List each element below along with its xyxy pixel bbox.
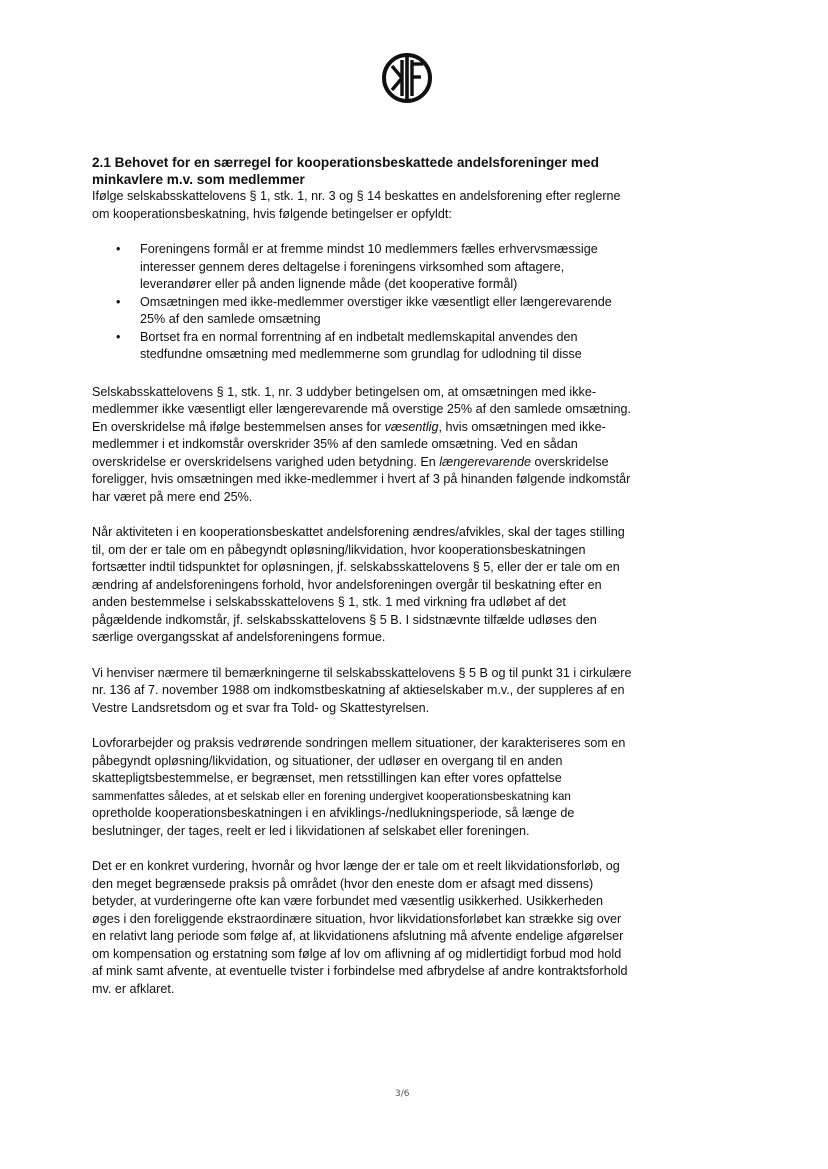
text-line: opretholde kooperationsbeskatningen i en afviklings-/nedlukningsperiode, så længe de — [92, 806, 575, 820]
document-body — [92, 154, 652, 998]
text-line: Foreningens formål er at fremme mindst 10 medlemmers fælles erhvervsmæssige — [140, 242, 598, 256]
heading-line-2: minkavlere m.v. som medlemmer — [92, 172, 305, 187]
bullet-icon: • — [116, 329, 121, 344]
text-fragment: En overskridelse må ifølge bestemmelsen anses for — [92, 419, 385, 434]
paragraph-threshold — [92, 384, 652, 507]
text-line: til, om der er tale om en påbegyndt opløsning/likvidation, hvor kooperationsbeskatningen — [92, 542, 586, 557]
text-line: har været på mere end 25%. — [92, 489, 253, 504]
text-line: stedfundne omsætning med medlemmerne som grundlag for udlodning til disse — [140, 347, 582, 361]
bullet-icon: • — [116, 242, 121, 256]
page-number: 3/6 — [395, 1089, 410, 1099]
text-line: Vestre Landsretsdom og et svar fra Told- og Skattestyrelsen. — [92, 700, 430, 715]
text-line: betyder, at vurderingerne ofte kan være forbundet med væsentlig usikkerhed. Usikkerheden — [92, 894, 604, 908]
text-line: Bortset fra en normal forrentning af en indbetalt medlemskapital anvendes den — [140, 329, 578, 344]
text-line: sammenfattes således, at et selskab eller en forening undergivet kooperationsbeskatning kan — [92, 789, 571, 803]
text-line: nr. 136 af 7. november 1988 om indkomstbeskatning af aktieselskaber m.v., der suppleres af en — [92, 683, 625, 697]
text-line: pågældende indkomstår, jf. selskabsskattelovens § 5 B. I sidstnævnte tilfælde udløses den — [92, 612, 597, 627]
paragraph-assessment — [92, 858, 652, 998]
intro-paragraph — [92, 188, 652, 223]
paragraph-references — [92, 665, 652, 718]
text-line: Vi henviser nærmere til bemærkningerne til selskabsskattelovens § 5 B og til punkt 31 i cirkulære — [92, 665, 632, 680]
text-line: mv. er afklaret. — [92, 981, 175, 996]
text-line: 25% af den samlede omsætning — [140, 312, 321, 326]
text-line: leverandører eller på anden lignende måde (det kooperative formål) — [140, 277, 518, 291]
text-fragment: overskridelse — [530, 454, 609, 469]
text-line: Selskabsskattelovens § 1, stk. 1, nr. 3 uddyber betingelsen om, at omsætningen med ikke- — [92, 384, 597, 399]
text-line: påbegyndt opløsning/likvidation, og situationer, der udløser en overgang til en anden — [92, 753, 563, 768]
text-line: foreligger, hvis omsætningen med ikke-medlemmer i hvert af 3 på hinanden følgende indkomstår — [92, 472, 631, 486]
kf-monogram-logo — [381, 52, 433, 104]
list-item — [92, 329, 652, 364]
section-heading — [92, 154, 652, 188]
text-line: af mink samt afvente, at eventuelle tvister i forbindelse med afbrydelse af andre kontraktsforhold — [92, 964, 628, 978]
text-line: øges i den foreliggende ekstraordinære situation, hvor likvidationsforløbet kan strække sig over — [92, 911, 622, 926]
text-line: en relativt lang periode som følge af, at likvidationens afslutning må afvente endelige afgørelser — [92, 929, 624, 943]
text-line: skattepligtsbestemmelse, er begrænset, men retsstillingen kan efter vores opfattelse — [92, 771, 562, 785]
text-line: beslutninger, der tages, reelt er led i likvidationen af selskabet eller foreningen. — [92, 823, 530, 838]
bullet-icon: • — [116, 294, 121, 309]
text-fragment: overskridelse er overskridelsens varighed uden betydning. En — [92, 454, 440, 469]
text-line: om kooperationsbeskatning, hvis følgende betingelser er opfyldt: — [92, 206, 452, 221]
conditions-list — [92, 241, 652, 364]
text-fragment: , hvis omsætningen med ikke- — [438, 419, 606, 434]
text-line — [92, 454, 652, 472]
text-line: om kompensation og erstatning som følge af lov om aflivning af og midlertidigt forbud mod hold — [92, 946, 622, 961]
text-line: Det er en konkret vurdering, hvornår og hvor længe der er tale om et reelt likvidationsforløb, og — [92, 859, 620, 873]
text-line: Lovforarbejder og praksis vedrørende sondringen mellem situationer, der karakteriseres som en — [92, 736, 626, 750]
emphasis-text: længerevarende — [439, 454, 531, 469]
emphasis-text: væsentlig — [384, 419, 439, 434]
list-item — [92, 294, 652, 329]
heading-line-1: 2.1 Behovet for en særregel for kooperationsbeskattede andelsforeninger med — [92, 155, 599, 170]
text-line: medlemmer ikke væsentligt eller længerevarende må overstige 25% af den samlede omsætning. — [92, 402, 631, 416]
list-item — [92, 241, 652, 294]
text-line: den meget begrænsede praksis på området (hvor den eneste dom er afsagt med dissens) — [92, 876, 594, 891]
text-line: interesser gennem deres deltagelse i foreningens virksomhed som aftagere, — [140, 259, 565, 274]
text-line: anden bestemmelse i selskabsskattelovens § 1, stk. 1 med virkning fra udløbet af det — [92, 595, 566, 609]
text-line: medlemmer i et indkomstår overskrider 35% af den samlede omsætning. Ved en sådan — [92, 437, 578, 451]
paragraph-practice — [92, 735, 652, 840]
text-line: særlige overgangsskat af andelsforeningens formue. — [92, 630, 386, 644]
text-line — [92, 419, 652, 437]
text-line: ændring af andelsforeningens forhold, hvor andelsforeningen overgår til beskatning efter en — [92, 577, 602, 592]
text-line: fortsætter indtil tidspunktet for opløsningen, jf. selskabsskattelovens § 5, eller der er tale om en — [92, 560, 620, 574]
text-line: Omsætningen med ikke-medlemmer overstiger ikke væsentligt eller længerevarende — [140, 294, 612, 309]
text-line: Ifølge selskabsskattelovens § 1, stk. 1, nr. 3 og § 14 beskattes en andelsforening efter reglerne — [92, 189, 621, 203]
paragraph-dissolution — [92, 524, 652, 647]
text-line: Når aktiviteten i en kooperationsbeskattet andelsforening ændres/afvikles, skal der tages stilling — [92, 525, 625, 539]
